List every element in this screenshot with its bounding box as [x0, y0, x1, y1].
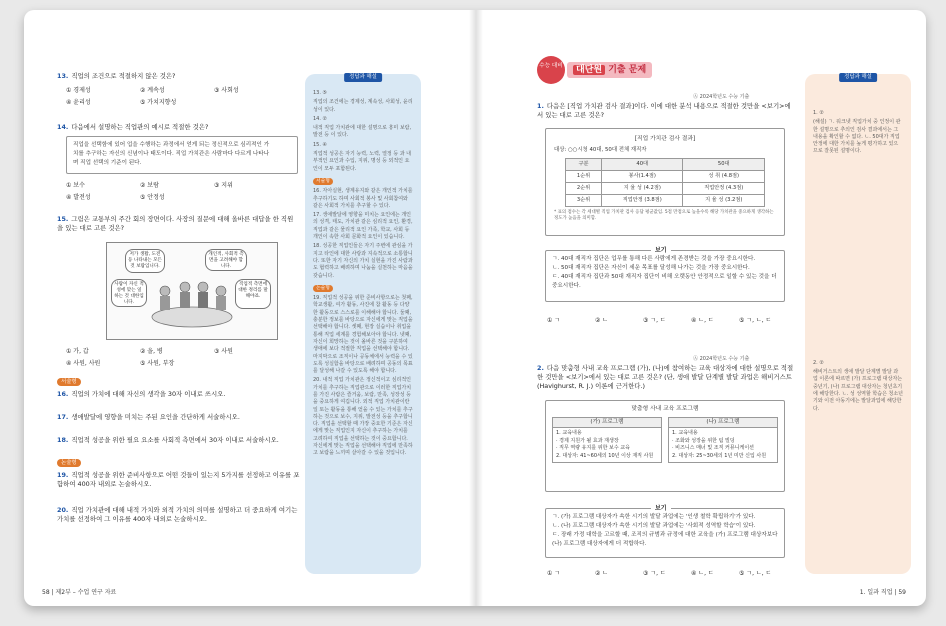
answer-panel-heading: 정답과 해설: [344, 73, 382, 82]
program-columns: [552, 417, 778, 463]
question-18: 18. 직업적 성공을 위한 필요 요소를 사회적 측면에서 30자 이내로 서술하시오.: [57, 436, 279, 444]
result-table-note: * 표의 점수는 각 세대별 직업 가치관 검사 응답 평균값임. 5점 만점으로 높을수록 해당 가치관을 중요하게 생각하는 정도가 높음을 의미함.: [554, 210, 774, 221]
essay-tag: 서술형: [57, 378, 81, 386]
section-title-badge: 대단원: [573, 65, 605, 75]
question-14: 14. 다음에서 설명하는 직업관의 예시로 적절한 것은?: [57, 123, 209, 131]
right-page-footer: 1. 일과 직업 | 59: [859, 589, 906, 596]
section-title: 기출 문제: [608, 65, 647, 75]
q13-options-row2: ④ 윤리성 ⑤ 가치지향성: [66, 99, 177, 106]
program-box: [545, 400, 785, 492]
section-title-bar: [567, 62, 652, 78]
speech-bubble-1: 저가 생활, 도전 등 나타내는 모든 것 보람입니다.: [125, 249, 165, 273]
question-20: 20. 직업 가치관에 대해 내적 가치와 외적 가치의 의미를 설명하고 더 중요하게 여기는 가치를 선정하여 그 이유를 400자 내외로 논술하시오.: [57, 506, 298, 523]
q2-source: Ⓐ 2024학년도 수능 기출: [693, 356, 750, 362]
result-table: [565, 158, 765, 207]
q2-bogi-label: 보기: [651, 503, 671, 512]
result-table-title: [직업 가치관 검사 결과]: [634, 136, 696, 142]
textbook-spread: [24, 10, 926, 606]
answer-explanation-panel-right: 정답과 해설 1. ② (해설) ㄱ. 워크넷 직업가치 중 인정이 관한 설명으로 추의인 검사 결과에서는 그 내용을 확인할 수 없다. ㄴ. 50대가 직업안정에 대한 가치를 높게 평가하고 있으므로 잘못된 설명이다. 2. ② 해비거스트의 생애 발달 단계별 발달 과업 이론에 따르면 (가) 프로그램 대상자는 중년기, (나) 프로그램 대상자는 청년초기에 해당한다. ㄴ. 성 성역할 학습은 청소년기와 이전 아동기에는 발달과업에 해당한다.: [805, 74, 911, 574]
table-row: 3순위 직업안정 (3.8점) 지 율 성 (3.2점): [566, 195, 765, 207]
section-badge: 수능 대비: [537, 56, 565, 84]
q2-bogi-box: ㄱ. (가) 프로그램 대상자가 속한 시기의 발달 과업에는 '인생 철학 확립하기'가 있다. ㄴ. (나) 프로그램 대상자가 속한 시기의 발달 과업에는 '사회적 성역할 학습'이 있다. ㄷ. 장래 가정 대학을 고르할 때, 조직의 규범과 규정에 대한 교육을 (가) 프로그램 대상자보다 (나) 프로그램 대상자에게 더 적합하다.: [545, 508, 785, 558]
question-17: 17. 생애발달에 영향을 미치는 주된 요인을 간단하게 서술하시오.: [57, 413, 240, 421]
question-16: 16. 직업의 가치에 대해 자신의 생각을 30자 이내로 쓰시오.: [57, 390, 226, 398]
question-19: 19. 직업적 성공을 위한 준비사항으로 어떤 것들이 있는지 5가지를 선정하고 이유를 포함하여 400자 내외로 논술하시오.: [57, 471, 300, 488]
q14-options-row2: ④ 발전성 ⑤ 안정성: [66, 194, 165, 201]
question-2: 2. 다음 맞춤형 사내 교육 프로그램 (가), (나)에 참여하는 교육 대상자에 대한 설명으로 적절한 것만을 <보기>에서 있는 대로 고른 것은? (단, 생애 발달 단계별 발달 과업은 해비거스트(Havighurst, R. J.) 이론에 근거한다.): [537, 364, 794, 390]
q14-passage-box: 직업을 선택함에 있어 업을 수행하는 과정에서 얻게 되는 정신적으로 심리적인 가 치를 추구하는 자신의 신념이나 태도이다. 직업 가치관은 사람마다 다르게 나타나 며 직업 선택의 기준이 된다.: [66, 136, 298, 174]
result-table-target: 대상: ○○시청 40대, 50대 전체 재직자: [554, 147, 647, 153]
q14-options: ① 보수 ② 보람 ③ 지위: [66, 182, 233, 189]
table-row: 2순위 지 율 성 (4.2점) 직업안정 (4.3점): [566, 183, 765, 195]
answer-panel-heading: 정답과 해설: [839, 73, 877, 82]
answer-discussion-tag: 논술형: [313, 285, 333, 292]
q1-source: Ⓐ 2024학년도 수능 기출: [693, 94, 750, 100]
question-15: 15. 그림은 교통부의 주간 회의 장면이다. 사장의 질문에 대해 올바른 대답을 한 직원을 있는 대로 고른 것은?: [57, 215, 294, 232]
q15-options: ① 가, 갑 ② 을, 병 ③ 사원: [66, 348, 233, 355]
table-row: 1순위 봉사(1.4점) 성 취 (4.8점): [566, 171, 765, 183]
program-b: (나) 프로그램 1. 교육내용 · 조화와 성장을 위한 팀 빌딩 · 비즈니스 매너 및 조직 커뮤니케이션 2. 대상자: 25~30세의 1년 미만 신입 사원: [668, 417, 778, 463]
people-at-table-image: [147, 273, 237, 337]
book-gutter: [469, 10, 483, 606]
test-result-box: [545, 128, 785, 236]
q1-options: ① ㄱ ② ㄴ ③ ㄱ, ㄷ ④ ㄴ, ㄷ ⑤ ㄱ, ㄴ, ㄷ: [547, 317, 772, 324]
right-page: [483, 10, 926, 606]
speech-bubble-2: 개인적, 사회적 측면을 고려해야 합니다.: [205, 249, 247, 271]
meeting-illustration: [106, 242, 278, 340]
q2-options: ① ㄱ ② ㄴ ③ ㄱ, ㄷ ④ ㄴ, ㄷ ⑤ ㄱ, ㄴ, ㄷ: [547, 570, 772, 577]
q1-bogi-label: 보기: [651, 245, 671, 254]
left-page: [24, 10, 469, 606]
discussion-tag: 논술형: [57, 459, 81, 467]
question-1: 1. 다음은 [직업 가치관 검사 결과]이다. 이에 대한 분석 내용으로 적절한 것만을 <보기>에서 있는 대로 고른 것은?: [537, 102, 791, 119]
answer-essay-tag: 서술형: [313, 178, 333, 185]
speech-bubble-3: 사람이 자신 적성에 맞는 일 하는 것 대한입니다.: [111, 279, 147, 307]
q13-options: ① 경제성 ② 계속성 ③ 사회성: [66, 87, 239, 94]
program-title: 맞춤형 사내 교육 프로그램: [631, 406, 699, 412]
q1-bogi-box: ㄱ. 40대 재직자 집단은 업무를 통해 다른 사람에게 존경받는 것을 가장 중요시한다. ㄴ. 50대 재직자 집단은 자신이 세운 목표를 달성해 나가는 것을 가장 중요시한다. ㄷ. 40대 재직자 집단과 50대 재직자 집단이 비해 오랫동안 안정적으로 일할 수 있는 것을 더 중요시한다.: [545, 250, 785, 302]
speech-bubble-4: 직업적 측면에 대한 정리를 말해야죠.: [235, 279, 271, 309]
table-header-row: 구분 40대 50대: [566, 159, 765, 171]
question-13: 13. 직업의 조건으로 적절하지 않은 것은?: [57, 72, 176, 80]
left-page-footer: 58 | 제2부 – 수업 연구 자료: [42, 589, 117, 596]
q15-options-row2: ④ 사원, 사원 ⑤ 사원, 부장: [66, 360, 175, 367]
answer-explanation-panel-left: 정답과 해설 13. ⑤ 직업의 조건에는 경제성, 계속성, 사회성, 윤리성이 있다. 14. ② 내적 직업 가치관에 대한 설명으로 흥미 보람, 발전 등 이 있다. 15. ④ 직업적 성공은 자기 능력, 노력, 열정 등 과 내부적인 요인과 수입, 지위, 명성 등 외적인 요인이 모두 포함된다. 서술형 16. 자아실현, 생계유지와 같은 개인적 가치를 추구하기도 하며 사회적 봉사 및 사회참여와 같은 사회적 가치를 추구할 수 있다. 17. 생애발달에 영향을 미치는 요인에는 개인의 성격, 태도, 가치관 같은 심리적 요인, 환경, 직업과 같은 물리적 요인 가족, 학교, 사회 등 개인이 속한 사회 문화적 요인이 있습니다. 18. 성공한 직업인들은 자기 주변에 관심을 가지고 타인에 대한 사랑과 지속적으로 소통합니다. 또한 자기 자신의 가치 실현을 가진 사람과도 협력하고 배려하며 나눔을 실천하는 마음을 갖습니다. 논술형 19. 직업적 성공을 위한 준비사항으로는 첫째, 학교생활, 여가 활동, 사진에 참 활동 등 다양한 활동으로 스스로를 이해해야 합니다. 둘째, 충분한 정보를 바탕으로 자신에게 맞는 직업을 선택해야 합니다. 셋째, 현장 실습이나 취업을 통해 직업 세계를 경험해보아야 합니다. 넷째, 자신이 희망하는 것이 올바른 것을 구분하여 생애에 보다 적절한 직업을 선택해야 합니다. 마지막으로 조직이나 공동체에서 능력을 수 있도록 성실함을 바탕으로 배려하며 공동의 목표를 달성해 나갈 수 있도록 해야 합니다. 20. 내적 직업 가치관은 정신적이고 심리적인 가치를 추구하는 직업관으로 이러한 직업가치를 가진 사람은 즐거움, 보람, 만족, 성장성 등을 중요하게 여깁니다. 외적 직업 가치관이란 일 또는 활동을 통해 얻을 수 있는 가치를 추구하는 것으로 보수, 지위, 발전성 등을 추구합니다. 직업을 선택할 때 가장 중요한 기준은 자신에게 맞는 직업인지 자신이 추구하는 가치를 고려하여 직업을 선택하는 것이 중요합니다. 자신에게 맞는 직업을 선택해야 직업에 만족하고 보람을 느끼며 살아갈 수 있을 것입니다.: [305, 74, 421, 574]
program-a: (가) 프로그램 1. 교육내용 · 경제 지원가 될 효과 재생장 · 직무 역량 유지를 위한 보수 교육 2. 대상자: 41~60세의 10년 이상 재직 사원: [552, 417, 662, 463]
